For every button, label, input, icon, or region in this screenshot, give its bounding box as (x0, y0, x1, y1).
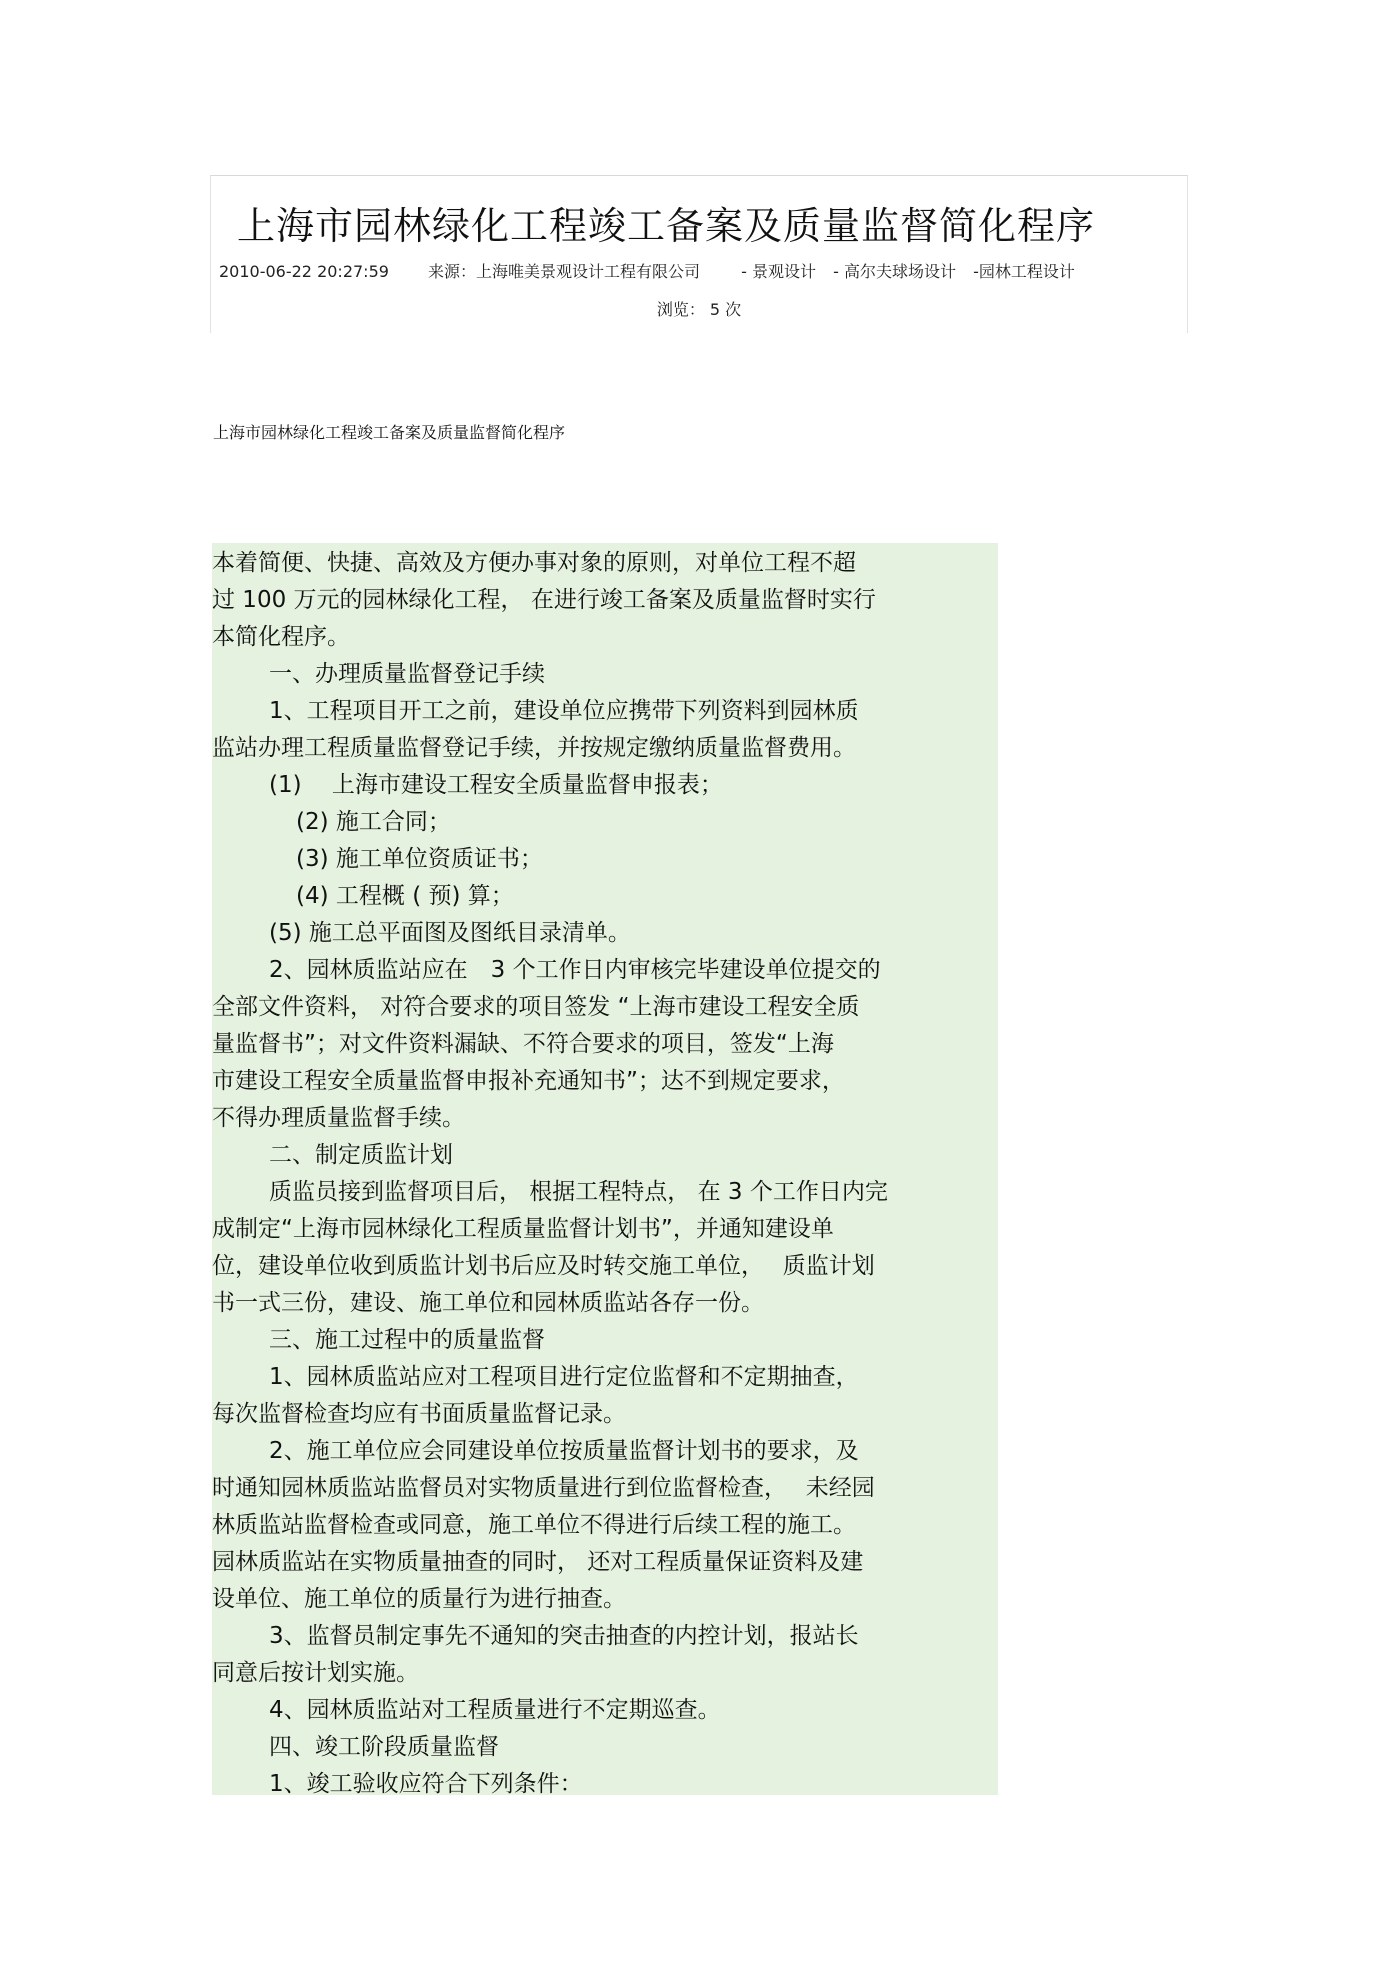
view-count: 浏览： 5 次 (656, 300, 742, 319)
body-line: 量监督书”；对文件资料漏缺、不符合要求的项目，签发“上海 (212, 1031, 834, 1057)
tag-link-landscape[interactable]: - 景观设计 (741, 262, 817, 281)
article-body (212, 543, 998, 1795)
body-line: 2、施工单位应会同建设单位按质量监督计划书的要求，及 (269, 1438, 859, 1464)
body-line: 1、工程项目开工之前，建设单位应携带下列资料到园林质 (269, 698, 859, 724)
body-line: 二、制定质监计划 (269, 1142, 453, 1168)
article-subtitle: 上海市园林绿化工程竣工备案及质量监督简化程序 (213, 423, 566, 442)
tag-link-golf[interactable]: - 高尔夫球场设计 (833, 262, 956, 281)
body-line: 园林质监站在实物质量抽查的同时， 还对工程质量保证资料及建 (212, 1549, 864, 1575)
body-line: 林质监站监督检查或同意，施工单位不得进行后续工程的施工。 (212, 1512, 856, 1538)
body-line: 市建设工程安全质量监督申报补充通知书”；达不到规定要求， (212, 1068, 845, 1094)
body-line: 设单位、施工单位的质量行为进行抽查。 (212, 1586, 626, 1612)
body-line: (5) 施工总平面图及图纸目录清单。 (269, 920, 631, 946)
page-title: 上海市园林绿化工程竣工备案及质量监督简化程序 (237, 204, 1096, 248)
body-line: 1、园林质监站应对工程项目进行定位监督和不定期抽查， (269, 1364, 859, 1390)
body-line: 三、施工过程中的质量监督 (269, 1327, 545, 1353)
body-line: (3) 施工单位资质证书； (296, 846, 543, 872)
body-line: 过 100 万元的园林绿化工程， 在进行竣工备案及质量监督时实行 (212, 587, 876, 613)
publish-datetime: 2010-06-22 20:27:59 (219, 262, 389, 281)
body-line: 书一式三份，建设、施工单位和园林质监站各存一份。 (212, 1290, 764, 1316)
body-line: 本着简便、快捷、高效及方便办事对象的原则，对单位工程不超 (212, 550, 856, 576)
body-line: 位，建设单位收到质监计划书后应及时转交施工单位， 质监计划 (212, 1253, 875, 1279)
article-meta (219, 262, 1087, 282)
body-line: 1、竣工验收应符合下列条件： (269, 1771, 583, 1797)
body-line: (2) 施工合同； (296, 809, 451, 835)
article-source: 来源：上海唯美景观设计工程有限公司 (428, 262, 701, 281)
article-header (210, 175, 1188, 333)
body-line: 不得办理质量监督手续。 (212, 1105, 465, 1131)
tag-list (741, 262, 1087, 282)
body-line: 2、园林质监站应在 3 个工作日内审核完毕建设单位提交的 (269, 957, 881, 983)
tag-link-garden[interactable]: -园林工程设计 (973, 262, 1075, 281)
body-line: 每次监督检查均应有书面质量监督记录。 (212, 1401, 626, 1427)
body-line: 时通知园林质监站监督员对实物质量进行到位监督检查， 未经园 (212, 1475, 875, 1501)
body-line: 3、监督员制定事先不通知的突击抽查的内控计划，报站长 (269, 1623, 859, 1649)
body-line: 成制定“上海市园林绿化工程质量监督计划书”，并通知建设单 (212, 1216, 834, 1242)
body-line: 四、竣工阶段质量监督 (269, 1734, 499, 1760)
body-line: 4、园林质监站对工程质量进行不定期巡查。 (269, 1697, 721, 1723)
body-line: 一、办理质量监督登记手续 (269, 661, 545, 687)
body-line: 全部文件资料， 对符合要求的项目签发 “上海市建设工程安全质 (212, 994, 860, 1020)
body-line: 本简化程序。 (212, 624, 350, 650)
body-line: 质监员接到监督项目后， 根据工程特点， 在 3 个工作日内完 (269, 1179, 888, 1205)
body-line: (4) 工程概 ( 预) 算； (296, 883, 514, 909)
body-line: 同意后按计划实施。 (212, 1660, 419, 1686)
body-line: 监站办理工程质量监督登记手续，并按规定缴纳质量监督费用。 (212, 735, 856, 761)
body-line: (1) 上海市建设工程安全质量监督申报表； (269, 772, 723, 798)
